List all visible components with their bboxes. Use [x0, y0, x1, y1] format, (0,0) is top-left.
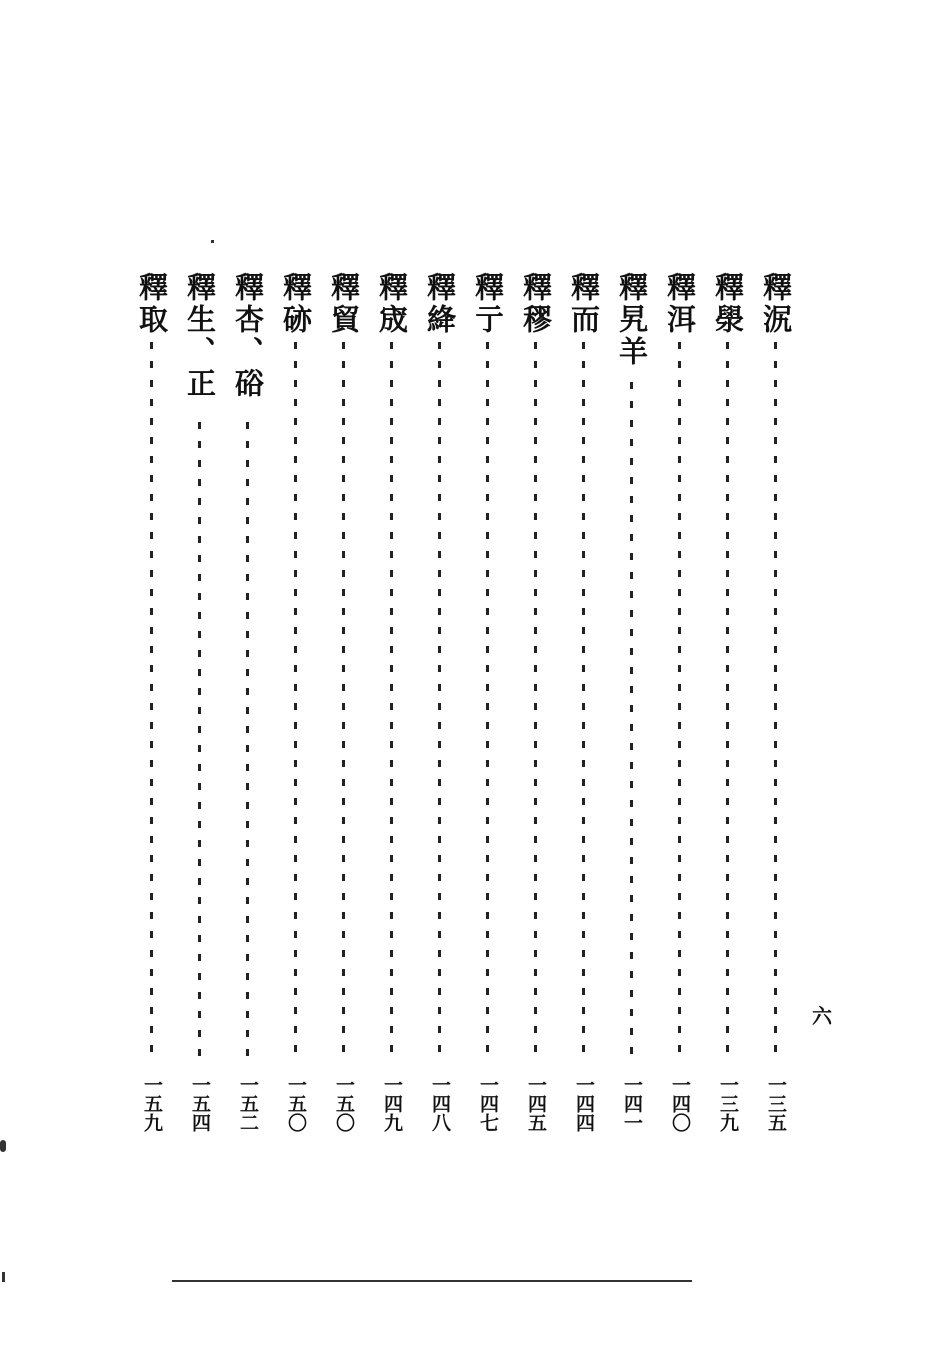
entry-page-number: 一五四: [189, 1075, 211, 1132]
entry-page-number: 一四一: [621, 1075, 643, 1132]
toc-entry[interactable]: [752, 272, 800, 1132]
entry-page-number: 一五〇: [285, 1075, 307, 1132]
entry-page-number: 一五九: [141, 1075, 163, 1132]
toc-entry[interactable]: [128, 272, 176, 1132]
entry-title: 釋硛: [279, 272, 313, 336]
entry-title: 釋絳: [423, 272, 457, 336]
entry-page-number: 一四五: [525, 1075, 547, 1132]
toc-entry[interactable]: [176, 272, 224, 1132]
scan-speck: [211, 240, 214, 243]
entry-title: 釋澩: [711, 272, 745, 336]
entry-page-number: 一四七: [477, 1075, 499, 1132]
toc-entry[interactable]: [512, 272, 560, 1132]
dot-leader: [774, 342, 777, 1064]
dot-leader: [534, 342, 537, 1064]
dot-leader: [246, 422, 249, 1064]
dot-leader: [726, 342, 729, 1064]
toc-entry[interactable]: [656, 272, 704, 1132]
dot-leader: [486, 342, 489, 1064]
entry-title: 釋亍: [471, 272, 505, 336]
dot-leader: [150, 342, 153, 1064]
toc-entry[interactable]: [368, 272, 416, 1132]
entry-title: 釋旯羊: [615, 272, 649, 368]
entry-title: 釋宬: [375, 272, 409, 336]
toc-entry[interactable]: [704, 272, 752, 1132]
entry-page-number: 一四〇: [669, 1075, 691, 1132]
entry-page-number: 一三九: [717, 1075, 739, 1132]
entry-title: 釋杏、硲: [231, 272, 265, 400]
entry-page-number: 一三五: [765, 1075, 787, 1132]
toc-entry[interactable]: [608, 272, 656, 1132]
dot-leader: [438, 342, 441, 1064]
dot-leader: [390, 342, 393, 1064]
scan-speck: [0, 1140, 6, 1152]
entry-title: 釋貿: [327, 272, 361, 336]
entry-title: 釋而: [567, 272, 601, 336]
bottom-rule: [172, 1280, 692, 1282]
toc-entry[interactable]: [464, 272, 512, 1132]
entry-title: 釋洱: [663, 272, 697, 336]
scan-speck: [2, 1272, 5, 1282]
entry-title: 釋取: [135, 272, 169, 336]
dot-leader: [198, 422, 201, 1064]
page-folio: 六: [812, 1004, 832, 1028]
entry-page-number: 一四四: [573, 1075, 595, 1132]
table-of-contents: [120, 272, 800, 1132]
toc-entry[interactable]: [272, 272, 320, 1132]
entry-page-number: 一四九: [381, 1075, 403, 1132]
entry-page-number: 一五〇: [333, 1075, 355, 1132]
dot-leader: [678, 342, 681, 1064]
entry-page-number: 一四八: [429, 1075, 451, 1132]
toc-entry[interactable]: [560, 272, 608, 1132]
entry-page-number: 一五二: [237, 1075, 259, 1132]
entry-title: 釋穋: [519, 272, 553, 336]
entry-title: 釋泦: [759, 272, 793, 336]
dot-leader: [582, 342, 585, 1064]
dot-leader: [294, 342, 297, 1064]
entry-title: 釋生、正: [183, 272, 217, 400]
dot-leader: [630, 382, 633, 1064]
dot-leader: [342, 342, 345, 1064]
toc-entry[interactable]: [320, 272, 368, 1132]
toc-entry[interactable]: [416, 272, 464, 1132]
toc-entry[interactable]: [224, 272, 272, 1132]
